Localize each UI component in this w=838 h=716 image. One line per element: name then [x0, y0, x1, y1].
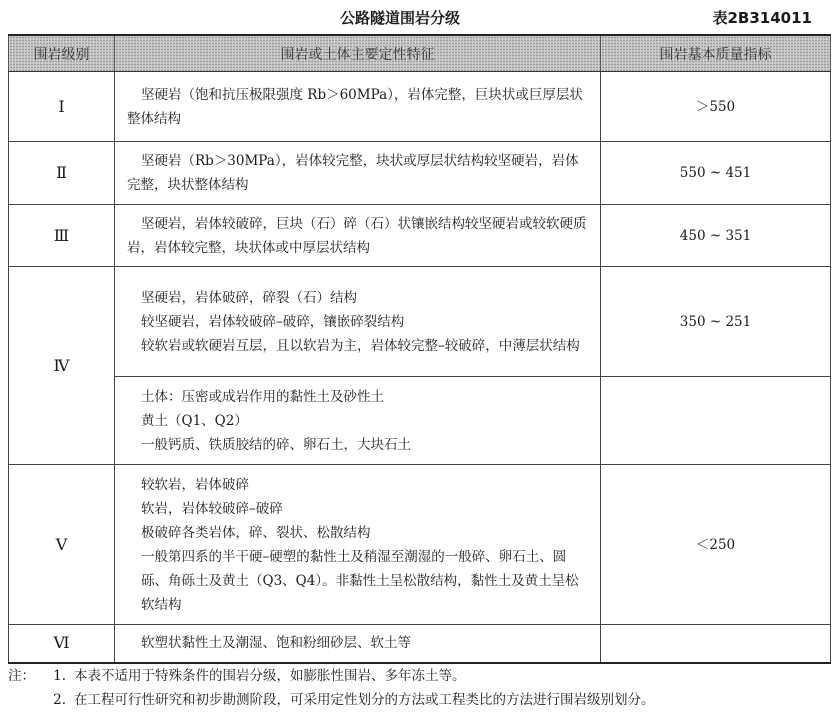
note-number: 2. — [53, 692, 66, 708]
feature-line: 软岩，岩体较破碎–破碎 — [141, 500, 283, 517]
feature-line: 坚硬岩，岩体破碎，碎裂（石）结构 — [141, 289, 357, 306]
header-grade: 围岩级别 — [9, 35, 115, 72]
index-cell: ＞550 — [601, 72, 831, 142]
feature-cell: 坚硬岩（饱和抗压极限强度 Rb＞60MPa），岩体完整，巨块状或巨厚层状整体结构 — [115, 72, 601, 142]
rock-classification-table — [8, 34, 831, 664]
note-number: 1. — [53, 668, 66, 684]
feature-cell: 软塑状黏性土及潮湿、饱和粉细砂层、软土等 — [115, 625, 601, 663]
note-item — [8, 688, 830, 712]
feature-line: 较软岩或软硬岩互层，且以软岩为主，岩体较完整–较破碎，中薄层状结构 — [141, 337, 580, 354]
grade-cell: Ⅵ — [9, 625, 115, 663]
feature-line: 黄土（Q1、Q2） — [141, 412, 248, 429]
index-cell — [601, 625, 831, 663]
table-title-bar — [0, 7, 838, 29]
grade-cell: Ⅴ — [9, 465, 115, 625]
note-text: 本表不适用于特殊条件的围岩分级，如膨胀性围岩、多年冻土等。 — [74, 668, 466, 684]
feature-line: 土体：压密或成岩作用的黏性土及砂性土 — [141, 388, 384, 405]
table-notes — [8, 664, 830, 712]
table-title: 公路隧道围岩分级 — [340, 9, 461, 27]
grade-cell: Ⅳ — [9, 267, 115, 465]
note-text: 在工程可行性研究和初步勘测阶段，可采用定性划分的方法或工程类比的方法进行围岩级别划分。 — [74, 692, 655, 708]
feature-line: 一般钙质、铁质胶结的碎、卵石土，大块石土 — [141, 436, 411, 453]
table-row — [9, 72, 831, 142]
feature-cell — [115, 267, 601, 377]
feature-line: 一般第四系的半干硬–硬塑的黏性土及稍湿至潮湿的一般碎、卵石土、圆砾、角砾土及黄土（Q3、Q4）。非黏性土呈松散结构，黏性土及黄土呈松软结构 — [141, 548, 579, 613]
index-cell: 550 ~ 451 — [601, 142, 831, 205]
feature-cell: 坚硬岩，岩体较破碎，巨块（石）碎（石）状镶嵌结构较坚硬岩或较软硬质岩，岩体较完整，块状体或中厚层状结构 — [115, 205, 601, 267]
feature-line: 较软岩，岩体破碎 — [141, 476, 249, 493]
table-row — [9, 377, 831, 465]
grade-cell: Ⅰ — [9, 72, 115, 142]
table-code: 表2B314011 — [712, 9, 812, 27]
table-row — [9, 142, 831, 205]
index-cell: 350 ~ 251 — [601, 267, 831, 377]
header-feature: 围岩或土体主要定性特征 — [115, 35, 601, 72]
table-row — [9, 465, 831, 625]
index-cell-empty — [601, 377, 831, 465]
header-index: 围岩基本质量指标 — [601, 35, 831, 72]
grade-cell: Ⅱ — [9, 142, 115, 205]
index-cell: 450 ~ 351 — [601, 205, 831, 267]
feature-line: 极破碎各类岩体，碎、裂状、松散结构 — [141, 524, 371, 541]
feature-cell — [115, 377, 601, 465]
note-item — [8, 664, 830, 688]
table-row — [9, 205, 831, 267]
table-row — [9, 267, 831, 377]
table-row — [9, 625, 831, 663]
feature-cell: 坚硬岩（Rb＞30MPa），岩体较完整，块状或厚层状结构较坚硬岩，岩体完整，块状整体结构 — [115, 142, 601, 205]
header-row — [9, 35, 831, 72]
grade-cell: Ⅲ — [9, 205, 115, 267]
note-label: 注： — [8, 668, 35, 684]
feature-cell — [115, 465, 601, 625]
feature-line: 较坚硬岩，岩体较破碎–破碎，镶嵌碎裂结构 — [141, 313, 405, 330]
index-cell: ＜250 — [601, 465, 831, 625]
